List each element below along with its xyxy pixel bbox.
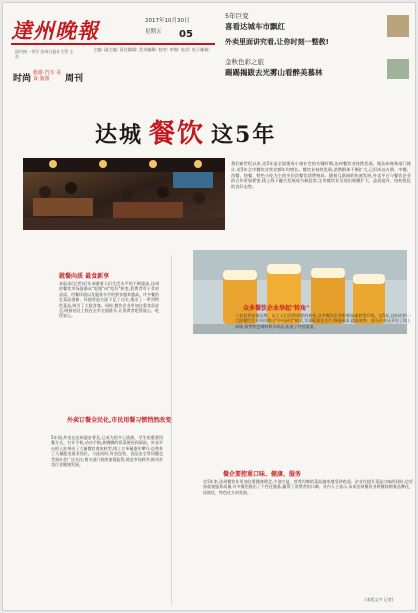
article-1-headline: 就餐向质 最食新享 [59, 273, 110, 280]
masthead [9, 9, 215, 89]
restaurant-photo [23, 158, 225, 230]
teaser-headline-3[interactable]: 踢踢揭跋去光雾山看醉美慕林 [225, 68, 323, 77]
teaser-thumbnail-2 [387, 59, 409, 79]
feature-title-mid: 餐饮 [149, 119, 206, 149]
article-4-headline: 餐企要控重口味、健康、服务 [223, 471, 302, 478]
staff-lines: 主编: 副主编: 责任编辑: 美术编辑: 校对: 审稿: 电话: 电子邮箱: [93, 47, 210, 52]
article-3-headline: 众多餐饮企业举起"转角" [243, 305, 310, 312]
page-number: 05 [179, 29, 193, 40]
article-3-body: 八家直营连锁品牌、从上人们消费需要的转变,众多餐饮企业积极探索转型升级。这5年,达州市的一大批餐饮企业纷纷推出"中央厨房"模式,实现标准化生产,降低成本,提高效率。部分企业还开设了线上商城,销售特色调料和半成品,拓展了经营渠道。 [235, 313, 411, 329]
section-weekly: 周刊 [65, 74, 84, 84]
restaurant-photo-image [23, 158, 225, 230]
section-sub: 旅游·汽车 美食·旅游 [33, 70, 62, 82]
issue-weekday: 星期五 [145, 29, 162, 35]
teaser-headline-2[interactable]: 外卖里面讲究看,让你时刻一整教! [225, 38, 329, 46]
masthead-rule [11, 43, 215, 45]
feature-title [95, 113, 276, 150]
article-1-body: 本报讯(记者)近年来随着人们生活水平的不断提高,达州的餐饮市场逐渐从"吃饱"向"吃好"转变,消费者对于食材品质、用餐环境以及服务水平的要求越来越高。许多餐馆在菜品创新、环境营造方面下足了功夫,推出了一系列特色菜品,吸引了大批食客。同时,餐饮企业更加注重食品安全,明厨亮灶工程在全市全面推开,让消费者吃得放心、吃得安心。 [59, 281, 159, 319]
article-2-headline: 外卖订餐全民化,市民用餐习惯悄然改变 [67, 417, 172, 424]
feature-title-right: 这5年 [211, 122, 277, 148]
article-2-body: 5年间,外卖在达州逐步普及,已成为很多上班族、学生的重要用餐方式。打开手机,动动手指,热腾腾的饭菜便送到面前。外卖平台的入驻带动了大量餐饮商家转型,线上订单量逐年攀升,也带来了大量配送就业岗位。与此同时,外卖包装、食品安全等问题也受到社会广泛关注,相关部门持续加强监管,规范市场秩序,推动外卖行业健康发展。 [51, 435, 163, 468]
newspaper-logo: 達州晚報 [11, 18, 99, 43]
teaser-headline-1[interactable]: 喜看达城车市飘红 [225, 22, 285, 31]
column-divider [171, 255, 172, 605]
teaser-kicker-1: 5年巨变 [225, 12, 249, 20]
teaser-thumbnail-1 [387, 15, 409, 37]
feature-title-banner [9, 99, 413, 153]
newspaper-page [2, 2, 416, 611]
headline-teasers [221, 9, 411, 89]
teaser-kicker-3: 金秋色彩之旅 [225, 58, 264, 66]
article-4-body: 在5年来,达州餐饮业更加注重健康理念,少油少盐、营养均衡的菜品越来越受到欢迎。企业在提升菜品口味的同时,也更加重视服务质量,许多餐馆推出了个性化服务,赢得了消费者的口碑。业内人士表示,未来达州餐饮业将继续朝着品牌化、连锁化、特色化方向发展。 [203, 479, 413, 495]
intro-text: 我们新世纪以来,达5年是全面建成小康社会的关键时期,达州餐饮业持续发展。据达州商务部门统计,近5年全市餐饮业营业额年均增长。餐饮业持续发展,消费群体不断扩大,已形成以火锅、中餐、西餐、快餐、特色小吃为主的多层次餐饮消费格局。随着互联网的快速发展,外卖平台与餐饮企业的合作更加紧密,线上线下融合发展成为新趋势,全市餐饮业呈现出规模扩大、品质提升、结构优化的良好态势。 [231, 161, 411, 190]
section-mark: 时尚 [13, 74, 32, 84]
footer-note: (本版文字 记者) [365, 597, 394, 602]
feature-title-left: 达城 [95, 122, 144, 148]
issue-date: 2017年10月30日 [145, 18, 190, 24]
masthead-info: 国内统一刊号 达州日报社主管 主办 [15, 49, 74, 59]
